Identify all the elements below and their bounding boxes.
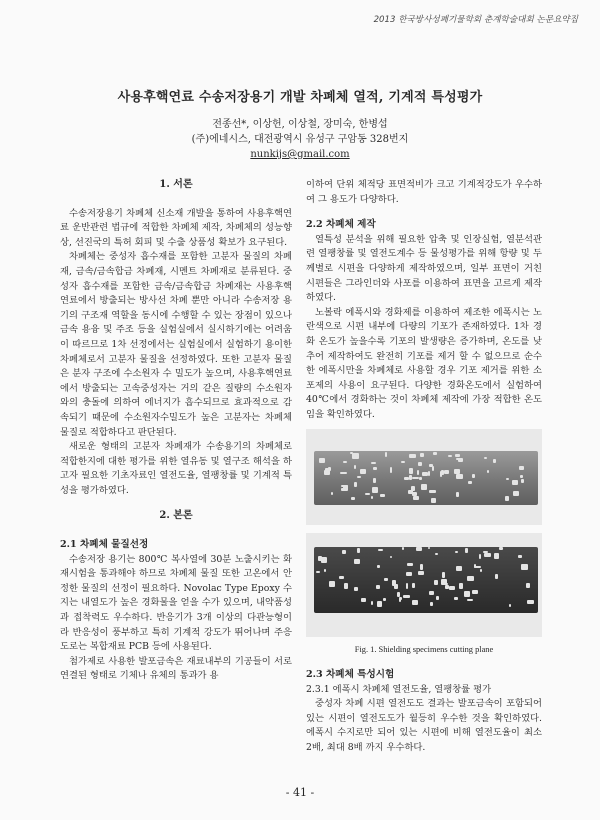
foam-speck bbox=[527, 600, 534, 603]
foam-speck bbox=[428, 547, 430, 550]
foam-speck bbox=[371, 601, 373, 606]
foam-speck bbox=[429, 464, 433, 467]
foam-speck bbox=[412, 583, 415, 588]
foam-speck bbox=[412, 600, 418, 605]
foam-speck bbox=[331, 492, 333, 494]
foam-speck bbox=[442, 572, 445, 578]
foam-speck bbox=[418, 571, 424, 575]
foam-speck bbox=[411, 486, 415, 492]
foam-speck bbox=[316, 571, 320, 573]
foam-speck bbox=[344, 583, 348, 589]
foam-speck bbox=[409, 454, 416, 458]
foam-speck bbox=[448, 455, 452, 457]
foam-speck bbox=[354, 465, 356, 469]
foam-speck bbox=[354, 482, 357, 487]
foam-speck bbox=[499, 547, 504, 551]
foam-speck bbox=[357, 548, 361, 553]
foam-speck bbox=[360, 469, 365, 474]
foam-speck bbox=[319, 458, 325, 463]
foam-speck bbox=[454, 597, 458, 599]
foam-speck bbox=[456, 492, 459, 497]
foam-speck bbox=[342, 550, 345, 554]
foam-speck bbox=[371, 496, 373, 499]
foam-speck bbox=[479, 554, 481, 559]
right-column bbox=[306, 178, 542, 756]
paragraph: 수송저장용기 차폐체 신소재 개발을 통하여 사용후핵연료 운반관련 법규에 적합한 차폐체 제작, 차폐체의 성능향상, 선진국의 특허 회피 및 수출 상품성 확보가 요구된다. bbox=[60, 207, 292, 248]
foam-speck bbox=[390, 556, 393, 559]
foam-speck bbox=[365, 493, 369, 496]
paragraph: 첨가제로 사용한 발포금속은 재료내부의 기공들이 서로 연결된 형태로 기체나 유체의 통과가 용 bbox=[60, 655, 292, 682]
foam-speck bbox=[432, 466, 435, 471]
foam-speck bbox=[406, 583, 409, 589]
foam-speck bbox=[402, 547, 404, 550]
foam-speck bbox=[484, 553, 491, 557]
specimen-photo-top bbox=[306, 429, 542, 525]
foam-speck bbox=[420, 564, 423, 570]
figure-caption: Fig. 1. Shielding specimens cutting plane bbox=[354, 644, 494, 654]
foam-speck bbox=[435, 553, 438, 556]
foam-speck bbox=[407, 563, 413, 565]
affiliation: (주)에네시스, 대전광역시 유성구 구암동 328번지 bbox=[191, 134, 409, 145]
foam-speck bbox=[373, 467, 377, 470]
specimen-photo-bottom bbox=[306, 533, 542, 637]
foam-speck bbox=[406, 572, 412, 576]
foam-speck bbox=[385, 452, 387, 457]
foam-speck bbox=[354, 587, 358, 592]
foam-speck bbox=[519, 466, 523, 470]
foam-speck bbox=[430, 602, 433, 605]
foam-speck bbox=[494, 553, 499, 559]
foam-speck bbox=[351, 497, 355, 500]
foam-speck bbox=[456, 474, 463, 479]
foam-speck bbox=[455, 454, 459, 457]
foam-speck bbox=[401, 461, 405, 463]
foam-speck bbox=[509, 604, 512, 608]
foam-speck bbox=[454, 469, 460, 474]
foam-speck bbox=[416, 547, 423, 552]
foam-speck bbox=[422, 472, 428, 477]
foam-speck bbox=[377, 565, 380, 568]
foam-speck bbox=[459, 583, 463, 589]
paragraph: 이하여 단위 체적당 표면적비가 크고 기계적강도가 우수하여 그 용도가 다양하다. bbox=[306, 179, 542, 205]
foam-speck bbox=[343, 485, 348, 491]
foam-speck bbox=[399, 598, 401, 601]
foam-speck bbox=[456, 566, 462, 571]
paragraph: 노볼락 에폭시와 경화제를 이용하여 제조한 에폭시는 노란색으로 시편 내부에 다량의 기포가 존재하였다. 1차 경화 온도가 높을수록 기포의 발생량은 증가하며, 온도를 낮추어 제작하여도 완전히 기포를 제거 할 수 없으므로 순수한 에폭시만을 차폐체로 사용할 경우 기포 제거를 위한 소포제의 사용이 요구된다. 다양한 경화온도에서 실험하여 40℃에서 경화하는 것이 차폐체 제작에 가장 적합한 온도임을 확인하였다. bbox=[306, 306, 542, 420]
foam-speck bbox=[325, 468, 329, 474]
foam-speck bbox=[397, 592, 400, 596]
left-column bbox=[60, 178, 292, 684]
foam-speck bbox=[354, 559, 360, 563]
foam-speck bbox=[417, 470, 419, 475]
foam-speck bbox=[403, 595, 410, 598]
foam-speck bbox=[418, 462, 422, 466]
foam-speck bbox=[390, 467, 392, 473]
foam-speck bbox=[468, 481, 471, 484]
foam-speck bbox=[376, 585, 380, 589]
paragraph: 수송저장 용기는 800℃ 복사열에 30분 노출시키는 화재시험을 통과해야 하므로 차폐체 물질 또한 고온에서 안정한 물질의 선정이 필요하다. Novolac Type Epoxy 수지는 내열도가 높은 경화물을 얻을 수가 있으며, 내약품성과 접착력도 우수하다. 반응기가 3개 이상의 다관능형이라 반응성이 풍부하고 특히 기계적 강도가 뛰어나며 주응도로는 복합재료 PCB 등에 사용된다. bbox=[60, 553, 292, 653]
foam-speck bbox=[465, 548, 468, 552]
foam-speck bbox=[487, 470, 489, 473]
foam-speck bbox=[480, 569, 482, 571]
foam-speck bbox=[506, 478, 508, 481]
author-names: 전종선*, 이상헌, 이상철, 장미숙, 한병섭 bbox=[212, 119, 388, 130]
foam-speck bbox=[455, 551, 457, 553]
foam-speck bbox=[421, 484, 427, 490]
paragraph: 새로운 형태의 고분자 차폐재가 수송용기의 차폐체로 적합한지에 대한 평가를 위한 열유동 및 열구조 해석을 하고자 필요한 기초자료인 열전도율, 열팽창률 및 기계적 특성을 평가하였다. bbox=[60, 441, 292, 496]
foam-speck bbox=[464, 591, 470, 596]
running-header: 2013 한국방사성폐기물학회 춘계학술대회 논문요약집 bbox=[373, 15, 578, 25]
foam-speck bbox=[441, 579, 447, 585]
foam-speck bbox=[420, 453, 423, 457]
page-number: - 41 - bbox=[285, 786, 315, 799]
foam-speck bbox=[521, 479, 525, 482]
foam-speck bbox=[343, 461, 347, 463]
foam-speck bbox=[357, 476, 361, 478]
foam-speck bbox=[429, 490, 435, 493]
foam-speck bbox=[419, 477, 422, 480]
foam-speck bbox=[513, 491, 519, 496]
foam-speck bbox=[512, 480, 518, 485]
sub-subsection-heading: 2.3.1 에폭시 차폐체 열전도율, 열팽창률 평가 bbox=[306, 683, 492, 695]
section-heading: 1. 서론 bbox=[159, 179, 193, 190]
foam-speck bbox=[445, 585, 449, 588]
author-email: nunkijs@gmail.com bbox=[250, 149, 350, 160]
foam-speck bbox=[444, 470, 450, 475]
subsection-heading: 2.2 차폐체 제작 bbox=[306, 219, 376, 231]
foam-speck bbox=[518, 555, 522, 558]
foam-speck bbox=[472, 474, 475, 479]
foam-speck bbox=[378, 549, 383, 551]
subsection-heading: 2.1 차폐체 물질선정 bbox=[60, 539, 149, 551]
foam-speck bbox=[373, 478, 376, 483]
foam-speck bbox=[429, 591, 434, 595]
foam-speck bbox=[404, 477, 409, 480]
paragraph: 열특성 분석을 위해 필요한 압축 및 인장실험, 열분석관련 열팽창률 및 열전도계수 등 물성평가를 위해 항량 및 두께별로 시편을 다양하게 제작하였으며, 일부 표면이 거친 시편들은 그라인더와 사포를 이용하여 표면을 고르게 제작하였다. bbox=[306, 233, 542, 304]
foam-speck bbox=[409, 468, 414, 474]
foam-speck bbox=[372, 487, 378, 493]
foam-speck bbox=[449, 586, 455, 590]
specimen-bar bbox=[314, 451, 538, 505]
foam-speck bbox=[467, 576, 474, 581]
foam-speck bbox=[526, 583, 530, 587]
foam-speck bbox=[413, 496, 419, 500]
foam-speck bbox=[383, 598, 386, 601]
foam-speck bbox=[436, 596, 438, 600]
foam-speck bbox=[371, 462, 377, 465]
paragraph: 중성자 차폐 시편 열전도도 결과는 발포금속이 포함되어 있는 시편이 열전도도가 월등히 우수한 것을 확인하였다. 에폭시 수지로만 되어 있는 시편에 비해 열전도율이 최소 2배, 최대 8배 까지 우수하다. bbox=[306, 698, 542, 754]
foam-speck bbox=[412, 477, 419, 479]
foam-speck bbox=[329, 581, 335, 587]
specimen-bar bbox=[314, 547, 538, 613]
foam-speck bbox=[384, 578, 388, 581]
foam-speck bbox=[520, 475, 522, 479]
foam-speck bbox=[377, 601, 382, 606]
foam-speck bbox=[352, 453, 359, 459]
subsection-heading: 2.3 차폐체 특성시험 bbox=[306, 669, 395, 681]
foam-speck bbox=[467, 599, 473, 601]
foam-speck bbox=[318, 556, 321, 561]
foam-speck bbox=[392, 580, 397, 586]
foam-speck bbox=[434, 580, 438, 585]
foam-speck bbox=[433, 452, 437, 455]
foam-speck bbox=[380, 494, 385, 498]
foam-speck bbox=[493, 459, 497, 463]
paper-title: 사용후핵연료 수송저장용기 개발 차폐체 열적, 기계적 특성평가 bbox=[117, 90, 483, 105]
foam-speck bbox=[339, 576, 344, 579]
foam-speck bbox=[495, 574, 498, 579]
foam-speck bbox=[484, 457, 487, 459]
foam-speck bbox=[361, 598, 365, 602]
figure bbox=[306, 429, 542, 658]
foam-speck bbox=[324, 569, 326, 573]
foam-speck bbox=[521, 564, 528, 570]
author-block bbox=[0, 117, 600, 162]
foam-speck bbox=[472, 590, 478, 595]
foam-speck bbox=[505, 496, 509, 502]
paragraph: 차폐체는 중성자 흡수재를 포함한 고분자 물질의 차폐재, 금속/금속합금 차폐재, 시멘트 차폐재로 분류된다. 중성자 흡수재를 포함한 금속/금속합금 차폐재는 사용후핵연료에서 방출되는 방사선 차폐 뿐만 아니라 수송저장 용기의 구조재 역할을 동시에 수행할 수 있는 장점이 있으나 금속 용융 및 주조 등을 실험실에서 실시하기에는 어려움이 따르므로 1차 선정에서는 실험실에서 실험하기 용이한 차폐체로서 고분자 물질을 선정하였다. 또한 고분자 물질은 분자 구조에 수소원자 수 밀도가 높으며, 사용후핵연료에서 방출되는 고속중성자는 거의 같은 질량의 수소원자와의 충돌에 의하여 에너지가 흡수되므로 효과적으로 감속되기 때문에 수소원자수밀도가 높은 고분자는 차폐체 물질로 적합하다고 판단된다. bbox=[60, 251, 292, 438]
foam-speck bbox=[431, 498, 436, 503]
foam-speck bbox=[340, 472, 347, 475]
section-heading: 2. 본론 bbox=[159, 510, 193, 522]
foam-speck bbox=[412, 492, 417, 496]
